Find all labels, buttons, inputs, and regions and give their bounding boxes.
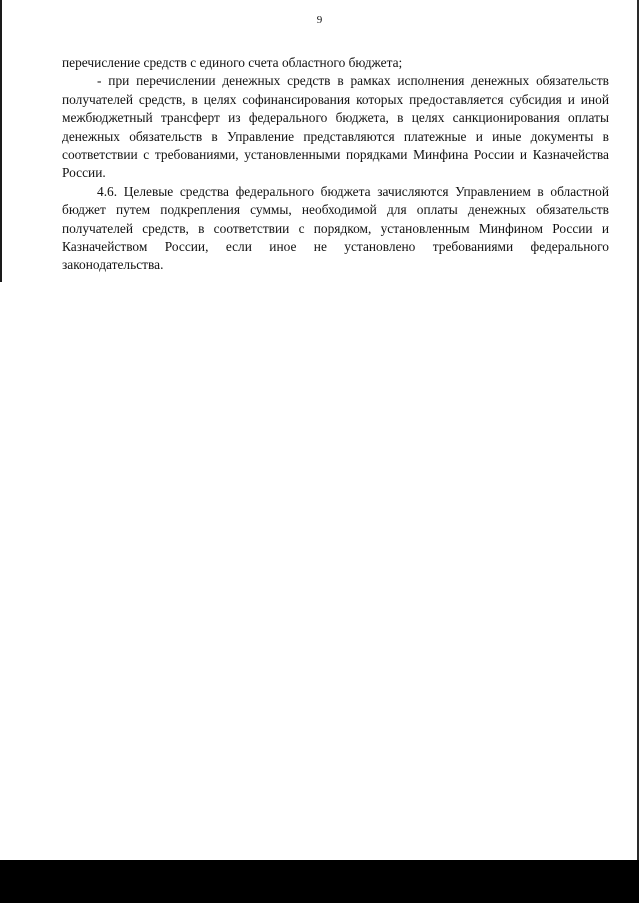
paragraph-section-4-6: 4.6. Целевые средства федерального бюджета зачисляются Управлением в областной бюджет путем подкрепления суммы, необходимой для оплаты денежных обязательств получателей средств, в соответствии с порядком, установленным Минфином России и Казначейством России, если иное не установлено требованиями федерального законодательства. — [62, 183, 609, 273]
page-number: 9 — [316, 14, 323, 26]
paragraph-continuation: перечисление средств с единого счета областного бюджета; — [62, 55, 403, 70]
paragraph-bullet-transfer: - при перечислении денежных средств в рамках исполнения денежных обязательств получателей средств, в целях софинансирования которых предоставляется субсидия и иной межбюджетный трансферт из федерального бюджета, в целях санкционирования оплаты денежных обязательств в Управление представляются платежные и иные документы в соответствии с требованиями, установленными порядками Минфина России и Казначейства России. — [62, 73, 609, 181]
scan-bottom-bar — [0, 860, 639, 903]
scan-edge-left — [0, 0, 2, 282]
document-body — [62, 54, 609, 275]
